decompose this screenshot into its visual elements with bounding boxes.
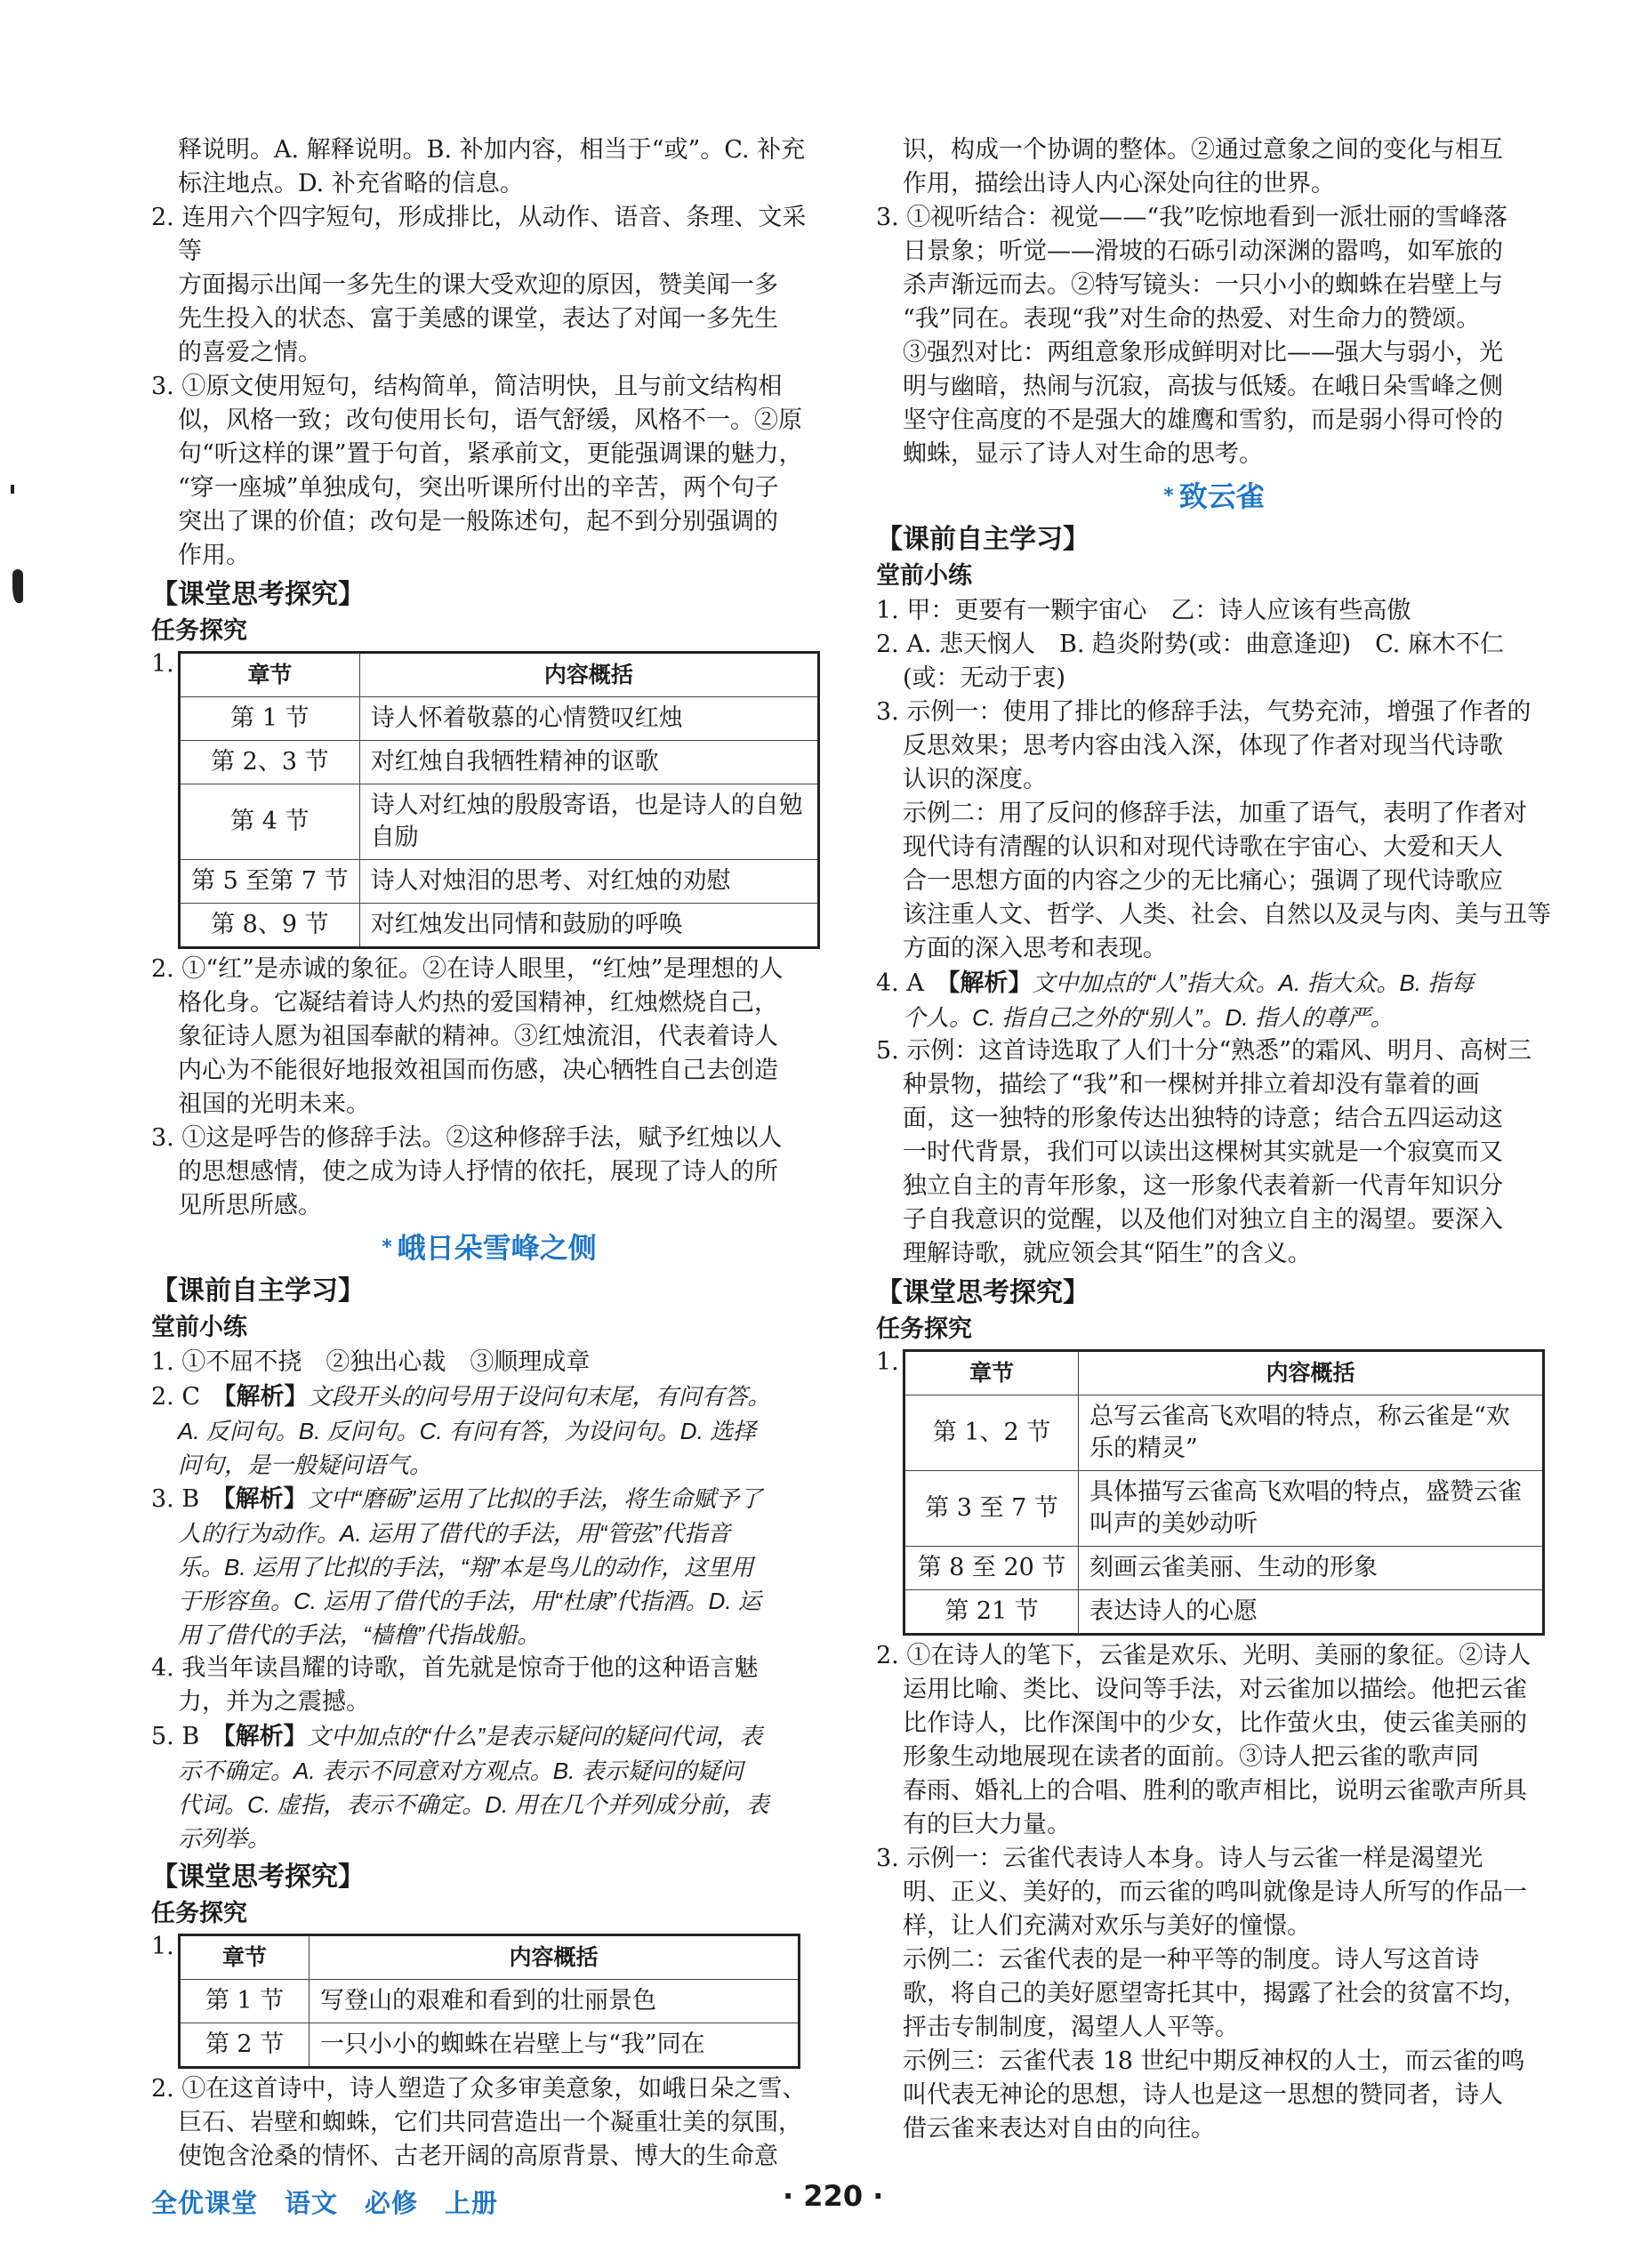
practice-2-first: 2. A. 悲天悯人 B. 趋炎附势(或：曲意逢迎) C. 麻木不仁 xyxy=(876,631,1504,658)
practice-5 xyxy=(876,1034,1552,1271)
right-column xyxy=(876,133,1552,2146)
practice-5-line: 一时代背景，我们可以读出这棵树其实就是一个寂寞而又 xyxy=(903,1138,1503,1166)
task-answer-3-line: 样，让人们充满对欢乐与美好的憧憬。 xyxy=(903,1912,1311,1940)
practice-2 xyxy=(151,1379,827,1482)
practice-5-line: 理解诗歌，就应领会其“陌生”的含义。 xyxy=(903,1240,1312,1267)
task-answer-3-line: 借云雀来表达对自由的向往。 xyxy=(903,2115,1215,2143)
table-cell: 总写云雀高飞欢唱的特点，称云雀是“欢乐的精灵” xyxy=(1079,1395,1544,1471)
practice-3-line: 认识的深度。 xyxy=(903,766,1047,793)
table-cell: 第 4 节 xyxy=(180,784,360,860)
table-row xyxy=(904,1590,1544,1635)
table-header: 章节 xyxy=(180,1935,310,1980)
analysis-line: 代词。C. 虚指，表示不确定。D. 用在几个并列成分前，表 xyxy=(178,1791,769,1818)
answer-choice: 5. B xyxy=(151,1723,224,1750)
practice-3-first: 3. 示例一：使用了排比的修辞手法，气势充沛，增强了作者的 xyxy=(876,698,1531,726)
task-answer-2-line: 祖国的光明未来。 xyxy=(178,1090,370,1118)
table-row xyxy=(904,1547,1544,1590)
analysis-line: 个人。C. 指自己之外的“别人”。D. 指人的尊严。 xyxy=(903,1004,1394,1031)
table-row xyxy=(180,741,819,784)
practice-3-line: 现代诗有清醒的认识和对现代诗歌在宇宙心、大爱和天人 xyxy=(903,833,1503,861)
cont-line: 识，构成一个协调的整体。②通过意象之间的变化与相互 xyxy=(903,136,1503,164)
practice-5-first: 5. 示例：这首诗选取了人们十分“熟悉”的霜风、明月、高树三 xyxy=(876,1037,1531,1065)
answer-3-right-line: 明与幽暗，热闹与沉寂，高拔与低矮。在峨日朵雪峰之侧 xyxy=(903,373,1503,400)
table-cell: 表达诗人的心愿 xyxy=(1079,1590,1544,1635)
answer-3-first: 3. ①原文使用短句，结构简单，简洁明快，且与前文结构相 xyxy=(151,373,783,400)
table-header: 内容概括 xyxy=(1079,1351,1544,1395)
table-cell: 第 2 节 xyxy=(180,2023,310,2068)
table-cell: 诗人对红烛的殷殷寄语，也是诗人的自勉自励 xyxy=(359,784,818,860)
practice-5-line: 子自我意识的觉醒，以及他们对独立自主的渴望。要深入 xyxy=(903,1206,1503,1234)
practice-4 xyxy=(876,966,1552,1034)
table-row xyxy=(180,697,819,741)
practice-3 xyxy=(151,1482,827,1652)
sub-heading: 任务探究 xyxy=(876,1315,972,1343)
table-cell: 第 8 至 20 节 xyxy=(904,1547,1079,1590)
analysis-line: 乐。B. 运用了比拟的手法，“翔”本是鸟儿的动作，这里用 xyxy=(178,1554,754,1580)
table-number: 1. xyxy=(876,1348,899,1376)
task-answer-2-line: 春雨、婚礼上的合唱、胜利的歌声相比，说明云雀歌声所具 xyxy=(903,1777,1527,1805)
analysis-line: 用了借代的手法，“樯橹”代指战船。 xyxy=(178,1621,541,1648)
practice-4 xyxy=(151,1652,827,1719)
table-number: 1. xyxy=(151,650,174,678)
practice-2 xyxy=(876,628,1552,696)
table-row xyxy=(180,904,819,948)
asterisk-icon: * xyxy=(1163,485,1174,507)
table-header: 内容概括 xyxy=(310,1935,800,1980)
table-cell: 写登山的艰难和看到的壮丽景色 xyxy=(310,1980,800,2023)
practice-3-line: 示例二：用了反问的修辞手法，加重了语气，表明了作者对 xyxy=(903,800,1527,827)
task-answer-3-line: 明、正义、美好的，而云雀的鸣叫就像是诗人所写的作品一 xyxy=(903,1878,1527,1906)
task-answer-2-line: 格化身。它凝结着诗人灼热的爱国精神，红烛燃烧自己， xyxy=(178,989,778,1017)
table-cell: 对红烛发出同情和鼓励的呼唤 xyxy=(359,904,818,948)
task-answer-2-line: 象征诗人愿为祖国奉献的精神。③红烛流泪，代表着诗人 xyxy=(178,1023,778,1050)
analysis-line: A. 反问句。B. 反问句。C. 有问有答，为设问句。D. 选择 xyxy=(178,1418,757,1444)
answer-3-line: “穿一座城”单独成句，突出听课所付出的辛苦，两个句子 xyxy=(178,474,779,502)
lesson-title-text: 致云雀 xyxy=(1178,479,1265,513)
table-cell: 一只小小的蜘蛛在岩壁上与“我”同在 xyxy=(310,2023,800,2068)
section-heading: 【课前自主学习】 xyxy=(876,524,1089,555)
table-cell: 第 1、2 节 xyxy=(904,1395,1079,1471)
sub-heading: 任务探究 xyxy=(151,617,247,645)
answer-3-right-line: 坚守住高度的不是强大的雄鹰和雪豹，而是弱小得可怜的 xyxy=(903,406,1503,434)
practice-3-line: 该注重人文、哲学、人类、社会、自然以及灵与肉、美与丑等 xyxy=(903,901,1551,929)
task-answer-3-line: 歌，将自己的美好愿望寄托其中，揭露了社会的贫富不均， xyxy=(903,1980,1527,2007)
task-answer-3-line: 的思想感情，使之成为诗人抒情的依托，展现了诗人的所 xyxy=(178,1158,778,1186)
table-cell: 具体描写云雀高飞欢唱的特点，盛赞云雀叫声的美妙动听 xyxy=(1079,1471,1544,1547)
table-row xyxy=(904,1471,1544,1547)
practice-3-line: 反思效果；思考内容由浅入深，体现了作者对现当代诗歌 xyxy=(903,732,1503,760)
answer-3-right-line: 日景象；听觉——滑坡的石砾引动深渊的嚣鸣，如军旅的 xyxy=(903,237,1503,265)
answer-3-line: 作用。 xyxy=(178,542,250,569)
task-answer-2-first: 2. ①“红”是赤诚的象征。②在诗人眼里，“红烛”是理想的人 xyxy=(151,955,784,983)
task-answer-2b-line: 使饱含沧桑的情怀、古老开阔的高原背景、博大的生命意 xyxy=(178,2143,778,2170)
task-answer-3-line: 见所思所感。 xyxy=(178,1192,322,1219)
answer-2-first: 2. 连用六个四字短句，形成排比，从动作、语音、条理、文采等 xyxy=(151,204,807,265)
table-cell: 对红烛自我牺牲精神的讴歌 xyxy=(359,741,818,784)
table-number: 1. xyxy=(151,1933,174,1960)
answer-3-line: 似，风格一致；改句使用长句，语气舒缓，风格不一。②原 xyxy=(178,406,802,434)
table-cell: 第 5 至第 7 节 xyxy=(180,860,360,904)
task-answer-3-line: 示例三：云雀代表 18 世纪中期反神权的人士，而云雀的鸣 xyxy=(903,2047,1525,2075)
table-header: 内容概括 xyxy=(359,653,818,697)
task-answer-2b xyxy=(151,2072,827,2174)
answer-2-line: 先生投入的状态、富于美感的课堂，表达了对闻一多先生 xyxy=(178,305,778,333)
answer-3-right-line: ③强烈对比：两组意象形成鲜明对比——强大与弱小，光 xyxy=(903,339,1503,366)
practice-3-line: 合一思想方面的内容之少的无比痛心；强调了现代诗歌应 xyxy=(903,867,1503,895)
table-cell: 第 1 节 xyxy=(180,697,360,741)
answer-3-right-line: 蜘蛛，显示了诗人对生命的思考。 xyxy=(903,440,1263,468)
answer-2-line: 的喜爱之情。 xyxy=(178,339,322,366)
answer-3-right-line: 杀声渐远而去。②特写镜头：一只小小的蜘蛛在岩壁上与 xyxy=(903,271,1503,299)
table-header: 章节 xyxy=(904,1351,1079,1395)
analysis-line: 示列举。 xyxy=(178,1825,271,1852)
practice-1: 1. ①不屈不挠 ②独出心裁 ③顺理成章 xyxy=(151,1348,591,1376)
table-row xyxy=(180,2023,800,2068)
answer-choice: 4. A xyxy=(876,969,948,997)
section-heading: 【课堂思考探究】 xyxy=(151,1862,365,1893)
table-cell: 第 2、3 节 xyxy=(180,741,360,784)
practice-3-line: 方面的深入思考和表现。 xyxy=(903,935,1167,962)
answer-3-right xyxy=(876,201,1552,471)
table-cell: 第 21 节 xyxy=(904,1590,1079,1635)
section-heading: 【课堂思考探究】 xyxy=(876,1277,1089,1308)
task-answer-2-line: 内心为不能很好地报效祖国而伤感，决心牺牲自己去创造 xyxy=(178,1057,778,1084)
answer-3-right-line: “我”同在。表现“我”对生命的热爱、对生命力的赞颂。 xyxy=(903,305,1481,333)
task-answer-2-line: 比作诗人，比作深闺中的少女，比作萤火虫，使云雀美丽的 xyxy=(903,1709,1527,1737)
answer-3 xyxy=(151,370,827,573)
practice-5-line: 独立自主的青年形象，这一形象代表着新一代青年知识分 xyxy=(903,1172,1503,1200)
table-row xyxy=(180,1980,800,2023)
answer-2-line: 方面揭示出闻一多先生的课大受欢迎的原因，赞美闻一多 xyxy=(178,271,778,299)
table-header: 章节 xyxy=(180,653,360,697)
practice-5 xyxy=(151,1719,827,1855)
task-answer-2b-line: 巨石、岩壁和蜘蛛，它们共同营造出一个凝重壮美的氛围， xyxy=(178,2109,802,2136)
answer-3-line: 突出了课的价值；改句是一般陈述句，起不到分别强调的 xyxy=(178,508,778,535)
lesson-title-text: 峨日朵雪峰之侧 xyxy=(397,1231,597,1265)
practice-4-first: 4. 我当年读昌耀的诗歌，首先就是惊奇于他的这种语言魅 xyxy=(151,1654,759,1682)
table-cell: 诗人怀着敬慕的心情赞叹红烛 xyxy=(359,697,818,741)
scan-mark xyxy=(11,485,14,494)
task-answer-3-line: 叫代表无神论的思想，诗人也是这一思想的赞同者，诗人 xyxy=(903,2081,1503,2109)
practice-5-line: 面，这一独特的形象传达出独特的诗意；结合五四运动这 xyxy=(903,1105,1503,1132)
analysis-tag: 【解析】 xyxy=(947,969,1033,997)
table-erduo xyxy=(151,1934,827,2069)
task-answer-3-first: 3. ①这是呼告的修辞手法。②这种修辞手法，赋予红烛以人 xyxy=(151,1124,783,1152)
table-cell: 第 1 节 xyxy=(180,1980,310,2023)
intro-line-2: 标注地点。D. 补充省略的信息。 xyxy=(178,170,524,197)
analysis-line: 问句，是一般疑问语气。 xyxy=(178,1452,433,1478)
task-answer-3-first: 3. 示例一：云雀代表诗人本身。诗人与云雀一样是渴望光 xyxy=(876,1845,1483,1872)
section-heading: 【课堂思考探究】 xyxy=(151,579,365,610)
analysis-text: 文中“磨砺”运用了比拟的手法，将生命赋予了 xyxy=(307,1485,763,1512)
practice-5-line: 种景物，描绘了“我”和一棵树并排立着却没有靠着的画 xyxy=(903,1071,1480,1098)
analysis-tag: 【解析】 xyxy=(223,1485,308,1513)
task-answer-3 xyxy=(876,1842,1552,2146)
task-answer-2b-first: 2. ①在这首诗中，诗人塑造了众多审美意象，如峨日朵之雪、 xyxy=(151,2075,807,2103)
task-answer-2 xyxy=(151,953,827,1122)
asterisk-icon: * xyxy=(382,1236,392,1259)
task-answer-3-line: 抨击专制制度，渴望人人平等。 xyxy=(903,2014,1239,2041)
task-answer-2-line: 运用比喻、类比、设问等手法，对云雀加以描绘。他把云雀 xyxy=(903,1676,1527,1703)
table-row xyxy=(180,784,819,860)
page-number: · 220 · xyxy=(783,2179,884,2213)
analysis-tag: 【解析】 xyxy=(223,1723,308,1750)
answer-2 xyxy=(151,201,827,370)
scan-mark xyxy=(12,569,23,603)
task-answer-2-line: 有的巨大力量。 xyxy=(903,1811,1071,1838)
lesson-title xyxy=(151,1226,827,1269)
analysis-line: 于形容鱼。C. 运用了借代的手法，用“杜康”代指酒。D. 运 xyxy=(178,1588,761,1614)
left-column xyxy=(151,133,827,2174)
cont-line: 作用，描绘出诗人内心深处向往的世界。 xyxy=(903,170,1335,197)
table-yunque xyxy=(876,1349,1552,1636)
analysis-text: 文中加点的“人”指大众。A. 指大众。B. 指每 xyxy=(1032,969,1475,996)
table-cell: 第 8、9 节 xyxy=(180,904,360,948)
table-cell: 诗人对烛泪的思考、对红烛的劝慰 xyxy=(359,860,818,904)
practice-4-line: 力，并为之震撼。 xyxy=(178,1688,370,1716)
practice-1: 1. 甲：更要有一颗宇宙心 乙：诗人应该有些高傲 xyxy=(876,597,1411,624)
book-title: 全优课堂 语文 必修 上册 xyxy=(151,2188,499,2218)
sub-heading: 堂前小练 xyxy=(876,562,972,590)
analysis-text: 文中加点的“什么”是表示疑问的疑问代词，表 xyxy=(307,1723,763,1749)
task-answer-2 xyxy=(876,1639,1552,1842)
practice-2-line: (或：无动于衷) xyxy=(903,664,1066,692)
task-answer-2-first: 2. ①在诗人的笔下，云雀是欢乐、光明、美丽的象征。②诗人 xyxy=(876,1642,1531,1669)
table-cell: 刻画云雀美丽、生动的形象 xyxy=(1079,1547,1544,1590)
table-row xyxy=(904,1395,1544,1471)
analysis-line: 人的行为动作。A. 运用了借代的手法，用“管弦”代指音 xyxy=(178,1520,731,1547)
analysis-text: 文段开头的问号用于设问句末尾，有问有答。 xyxy=(308,1383,771,1410)
task-answer-2-line: 形象生动地展现在读者的面前。③诗人把云雀的歌声同 xyxy=(903,1743,1479,1771)
table-row xyxy=(180,860,819,904)
practice-3 xyxy=(876,696,1552,966)
task-answer-3-line: 示例二：云雀代表的是一种平等的制度。诗人写这首诗 xyxy=(903,1946,1479,1974)
answer-3-right-first: 3. ①视听结合：视觉——“我”吃惊地看到一派壮丽的雪峰落 xyxy=(876,204,1507,231)
analysis-tag: 【解析】 xyxy=(224,1383,309,1411)
sub-heading: 任务探究 xyxy=(151,1900,247,1927)
answer-choice: 2. C xyxy=(151,1383,225,1411)
task-answer-3 xyxy=(151,1122,827,1223)
answer-3-line: 句“听这样的课”置于句首，紧承前文，更能强调课的魅力， xyxy=(178,440,803,468)
section-heading: 【课前自主学习】 xyxy=(151,1275,365,1307)
intro-line-1: 释说明。A. 解释说明。B. 补加内容，相当于“或”。C. 补充 xyxy=(178,136,806,164)
lesson-title xyxy=(876,475,1552,518)
answer-choice: 3. B xyxy=(151,1485,224,1513)
sub-heading: 堂前小练 xyxy=(151,1314,247,1341)
table-cell: 第 3 至 7 节 xyxy=(904,1471,1079,1547)
analysis-line: 示不确定。A. 表示不同意对方观点。B. 表示疑问的疑问 xyxy=(178,1757,744,1784)
table-hongzhu xyxy=(151,651,827,949)
